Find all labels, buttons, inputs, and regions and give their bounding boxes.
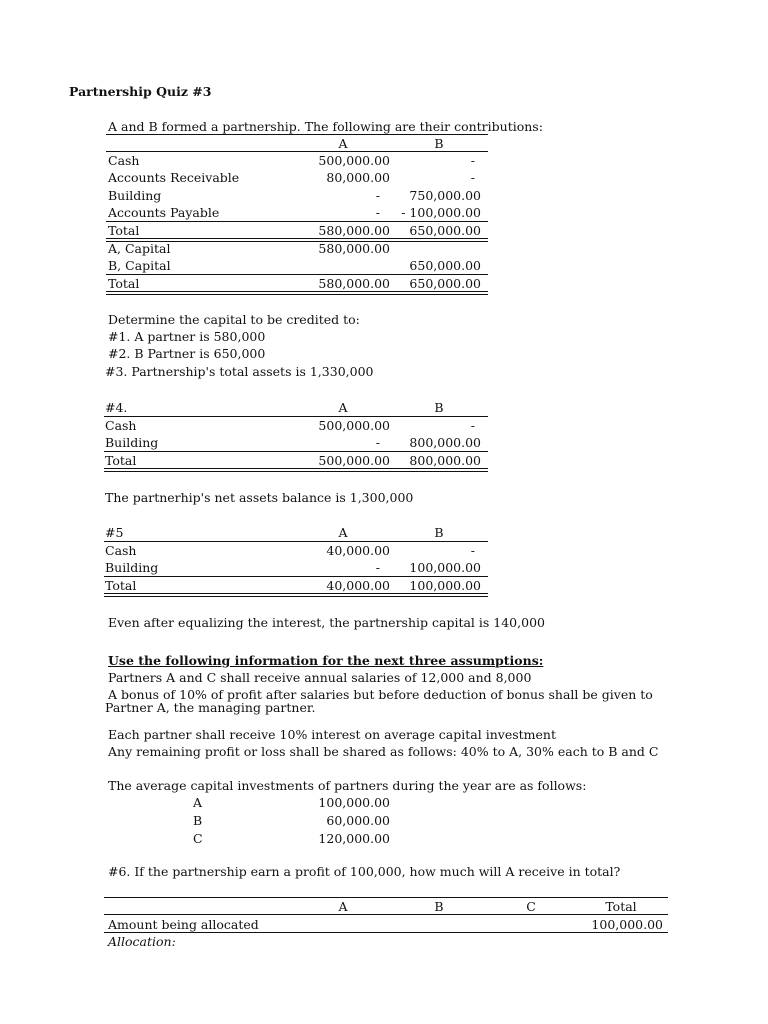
table5-bottom-double-rule: [104, 593, 488, 597]
t1-row-b: -: [470, 170, 475, 185]
avg-amount: 120,000.00: [318, 831, 390, 846]
t4-row-a: 500,000.00: [318, 453, 390, 468]
avg-partner: B: [193, 813, 203, 828]
page-title: Partnership Quiz #3: [69, 84, 212, 99]
t5-row-a: -: [375, 560, 380, 575]
t1-row-label: B, Capital: [108, 258, 171, 273]
t1-row-a: 580,000.00: [318, 223, 390, 238]
table6-col-c: C: [526, 899, 536, 914]
t1-row-label: A, Capital: [108, 241, 171, 256]
avg-capital-intro: The average capital investments of partners during the year are as follows:: [108, 778, 587, 793]
t1-row-b: 750,000.00: [409, 188, 481, 203]
t5-row-label: Building: [105, 560, 159, 575]
table1-header-rule: [106, 151, 488, 152]
t4-row-a: 500,000.00: [318, 418, 390, 433]
t4-row-label: Total: [105, 453, 137, 468]
t1-row-b: -: [470, 153, 475, 168]
table6-col-a: A: [338, 899, 348, 914]
table5-header-rule: [104, 541, 488, 542]
table1-intro: A and B formed a partnership. The following are their contributions:: [108, 119, 543, 134]
avg-partner: C: [193, 831, 203, 846]
t1-row-label: Accounts Receivable: [108, 170, 240, 185]
determine-intro: Determine the capital to be credited to:: [108, 312, 360, 327]
t1-row-b: 650,000.00: [409, 276, 481, 291]
t1-row-a: -: [375, 188, 380, 203]
table4-bottom-double-rule: [104, 468, 488, 472]
table4-col-b: B: [434, 400, 444, 415]
avg-partner: A: [193, 795, 203, 810]
table4-header-rule: [104, 416, 488, 417]
table6-col-total: Total: [605, 899, 637, 914]
table1-bottom-double-rule: [106, 291, 488, 295]
amount-allocated-total: 100,000.00: [591, 917, 663, 932]
table6-header-rule: [104, 914, 668, 915]
info-line-bonus: A bonus of 10% of profit after salaries but before deduction of bonus shall be given to: [108, 687, 653, 702]
t5-row-a: 40,000.00: [326, 543, 390, 558]
t4-row-a: -: [375, 435, 380, 450]
table5-col-a: A: [338, 525, 348, 540]
t1-row-label: Cash: [108, 153, 140, 168]
t1-row-b: 650,000.00: [409, 223, 481, 238]
info-line-bonus-cont: Partner A, the managing partner.: [105, 700, 316, 715]
t4-row-b: 800,000.00: [409, 453, 481, 468]
t5-row-b: 100,000.00: [409, 578, 481, 593]
t1-row-a: 580,000.00: [318, 241, 390, 256]
t5-row-label: Cash: [105, 543, 137, 558]
table5-col-b: B: [434, 525, 444, 540]
t1-row-a: 580,000.00: [318, 276, 390, 291]
table5-note: Even after equalizing the interest, the partnership capital is 140,000: [108, 615, 545, 630]
table5-label: #5: [105, 525, 124, 540]
avg-amount: 100,000.00: [318, 795, 390, 810]
table4-note: The partnerhip's net assets balance is 1,300,000: [105, 490, 414, 505]
t1-row-label: Total: [108, 223, 140, 238]
t5-row-b: -: [470, 543, 475, 558]
question-3: #3. Partnership's total assets is 1,330,000: [105, 364, 374, 379]
table4-label: #4.: [105, 400, 128, 415]
t5-row-label: Total: [105, 578, 137, 593]
avg-amount: 60,000.00: [326, 813, 390, 828]
info-line-salaries: Partners A and C shall receive annual salaries of 12,000 and 8,000: [108, 670, 532, 685]
t1-row-label: Total: [108, 276, 140, 291]
t1-row-b: 650,000.00: [409, 258, 481, 273]
t1-row-label: Building: [108, 188, 162, 203]
question-6: #6. If the partnership earn a profit of 100,000, how much will A receive in total?: [108, 864, 621, 879]
table4-col-a: A: [338, 400, 348, 415]
t4-row-b: 800,000.00: [409, 435, 481, 450]
t1-row-a: 500,000.00: [318, 153, 390, 168]
allocation-label: Allocation:: [108, 934, 176, 949]
t4-row-b: -: [470, 418, 475, 433]
table5-subtotal-rule: [104, 576, 488, 577]
info-line-sharing: Any remaining profit or loss shall be shared as follows: 40% to A, 30% each to B and C: [108, 744, 659, 759]
table4-subtotal-rule: [104, 451, 488, 452]
t1-row-b: - 100,000.00: [401, 205, 481, 220]
table1-top-rule: [106, 134, 488, 135]
question-1: #1. A partner is 580,000: [108, 329, 266, 344]
t4-row-label: Cash: [105, 418, 137, 433]
amount-allocated-label: Amount being allocated: [108, 917, 259, 932]
t4-row-label: Building: [105, 435, 159, 450]
table1-subtotal-rule: [106, 221, 488, 222]
table1-col-a: A: [338, 136, 348, 151]
info-heading: Use the following information for the next three assumptions:: [108, 653, 544, 668]
question-2: #2. B Partner is 650,000: [108, 346, 266, 361]
table6-top-rule: [104, 897, 668, 898]
table6-row-rule: [104, 932, 668, 933]
t1-row-a: -: [375, 205, 380, 220]
table1-col-b: B: [434, 136, 444, 151]
t5-row-b: 100,000.00: [409, 560, 481, 575]
t1-row-a: 80,000.00: [326, 170, 390, 185]
t5-row-a: 40,000.00: [326, 578, 390, 593]
table6-col-b: B: [434, 899, 444, 914]
table1-capital-rule: [106, 274, 488, 275]
info-line-interest: Each partner shall receive 10% interest on average capital investment: [108, 727, 556, 742]
t1-row-label: Accounts Payable: [108, 205, 220, 220]
